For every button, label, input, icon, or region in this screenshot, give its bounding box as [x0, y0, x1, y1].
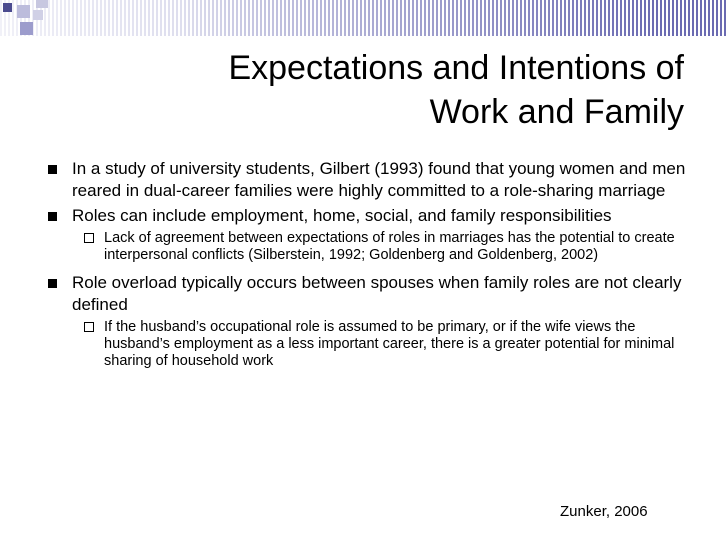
sub-bullet-text: Lack of agreement between expectations of roles in marriages has the potential to create interpersonal conflicts (Silberstein, 1992; Goldenberg and Goldenberg, 2002)	[104, 230, 675, 263]
bullet-item	[46, 205, 696, 227]
decor-square	[33, 10, 43, 20]
square-bullet-icon	[48, 279, 57, 288]
hollow-square-bullet-icon	[84, 322, 94, 332]
sub-bullet-item	[46, 319, 696, 370]
bullet-list	[46, 158, 696, 378]
bullet-text: In a study of university students, Gilbert (1993) found that young women and men reared in dual-career families were highly committed to a role-sharing marriage	[72, 159, 686, 200]
banner-dark-stripes	[0, 0, 728, 36]
square-bullet-icon	[48, 212, 57, 221]
square-bullet-icon	[48, 165, 57, 174]
title-line-2: Work and Family	[429, 93, 684, 131]
bullet-item	[46, 158, 696, 202]
decor-square	[3, 3, 12, 12]
decor-square	[20, 22, 33, 35]
title-line-1: Expectations and Intentions of	[228, 49, 684, 87]
source-citation: Zunker, 2006	[560, 503, 648, 520]
sub-bullet-item	[46, 230, 696, 264]
bullet-text: Roles can include employment, home, social, and family responsibilities	[72, 206, 612, 225]
decor-square	[17, 5, 30, 18]
bullet-text: Role overload typically occurs between spouses when family roles are not clearly defined	[72, 273, 682, 314]
bullet-item	[46, 272, 696, 316]
slide-title	[120, 46, 684, 134]
decor-square	[36, 0, 48, 8]
corner-decoration	[0, 0, 56, 44]
hollow-square-bullet-icon	[84, 233, 94, 243]
sub-bullet-text: If the husband’s occupational role is assumed to be primary, or if the wife views the husband’s employment as a less important career, there is a greater potential for minimal sharing of household work	[104, 319, 675, 369]
